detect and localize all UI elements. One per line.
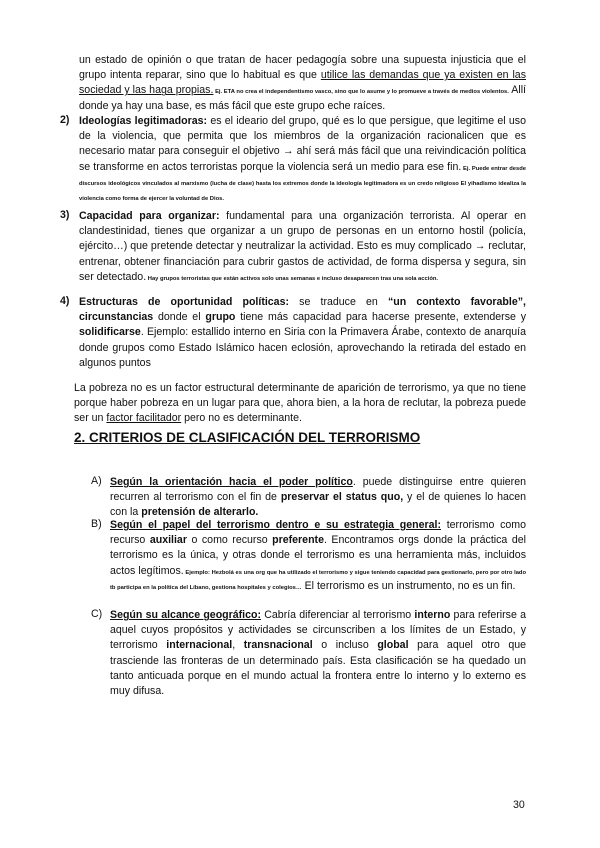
criterion-b-example: Ejemplo: Hezbolá es una org que ha utilizado el terrorismo y sigue teniendo capacidad para gestionarlo, pero por otro lado tb participa en la política del Líbano, gestiona hospitales y colegios… [110,569,526,591]
item-3-text: fundamental para una organización terrorista. Al operar en clandestinidad, tienes que organizar a un grupo de personas en un entorno hostil (policía, ejército…) que pretende detectar y neutralizar la actividad. Esto es muy complicado → reclutar, entrenar, obtener financiación para cubrir gastos de actividad, de forma dispersa y segura, sin ser detectado. [79,210,526,283]
item-4-text-4: . Ejemplo: estallido interno en Siria con la Primavera Árabe, contexto de anarquía donde grupos como Estado Islámico hacen eclosión, aprovechando la retirada del estado en algunos puntos [79,326,526,369]
criterion-b-text-4: El terrorismo es un instrumento, no es un fin. [301,579,516,592]
criterion-a-bold-2: pretensión de alterarlo. [141,506,259,519]
criterion-b-text-1: terrorismo como recurso [110,519,526,547]
item-4-number: 4) [60,295,70,307]
poverty-paragraph [74,381,526,427]
criterion-c-text-3: , [232,639,244,652]
criterion-a-text-1: . puede distinguirse entre quieren recurren al terrorismo con el fin de [110,476,526,504]
intro-text-end: Allí donde ya hay una base, es más fácil que este grupo eche raíces. [79,84,527,112]
intro-paragraph [79,53,526,114]
item-3-number: 3) [60,209,70,221]
item-4-text-3: tiene más capacidad para hacerse presente, extenderse y [235,311,526,324]
intro-text: un estado de opinión o que tratan de hacer pedagogía sobre una supuesta injusticia que el grupo intenta reparar, sino que lo habitual es que [79,54,526,82]
item-2-text: es el ideario del grupo, qué es lo que persigue, que legitime el uso de la violencia, que permita que los miembros de la organización racionalicen que es necesario matar para conseguir el objetivo → ahí será más fácil que una reivindicación política se transforme en actos terroristas porque la violencia será un medio para ese fin. [79,115,526,173]
item-4-text-2: donde el [153,311,206,324]
criterion-c-bold-3: transnacional [243,639,313,652]
item-4-bold-1: “un contexto favorable”, circunstancias [79,296,526,324]
criterion-b-title: Según el papel del terrorismo dentro e su estrategia general: [110,519,441,531]
criterion-c-text-1: Cabría diferenciar al terrorismo [261,609,415,621]
item-4-bold-2: grupo [205,311,236,324]
item-2-number: 2) [60,114,70,126]
criterion-c-title: Según su alcance geográfico: [110,609,262,621]
item-3-title: Capacidad para organizar: [79,210,220,222]
item-4-paragraph [79,295,526,371]
criterion-a-text-2: y el de quienes lo hacen con la [110,491,526,519]
item-2-title: Ideologías legitimadoras: [79,115,208,127]
criterion-a-letter: A) [91,475,102,487]
criterion-c-text-2: para referirse a aquel cuyos propósitos y actividades se circunscriben a los límites de un Estado, y terrorismo [110,609,526,652]
criterion-c-paragraph [110,608,526,699]
criterion-a-paragraph [110,475,526,521]
intro-underlined-text: utilice las demandas que ya existen en las sociedad y las haga propias. [79,69,526,97]
page-number: 30 [513,799,525,811]
section-heading: 2. CRITERIOS DE CLASIFICACIÓN DEL TERRORISMO [74,430,421,445]
criterion-c-text-5: para aquel otro que trasciende las fronteras de un determinado país. Esta clasificación se ha quedado un tanto anticuada porque en el mundo actual la frontera entre lo interno y lo externo es muy difusa. [110,639,526,698]
poverty-underlined-text: factor facilitador [106,412,182,425]
item-3-example: Hay grupos terroristas que están activos solo unas semanas e incluso desaparecen tras una sola acción. [146,275,439,282]
criterion-c-letter: C) [91,608,103,620]
item-4-bold-3: solidificarse [79,326,141,339]
criterion-a-title: Según la orientación hacia el poder político [110,476,353,488]
item-2-example: Ej. Puede entrar desde discursos ideológicos vinculados al marxismo (lucha de clase) hasta los extremos donde la ideología legitimadora es un credo religioso El yihadismo idealiza la violencia como forma de ejercer la voluntad de Dios. [79,165,526,203]
item-4-title: Estructuras de oportunidad políticas: [79,296,289,308]
item-3-paragraph [79,209,526,285]
criterion-a-bold-1: preservar el status quo, [280,491,404,504]
criterion-b-text-3: . Encontramos orgs donde la práctica del terrorismo es la única, y otras donde el terrorismo es una herramienta más, incluidos actos legítimos. [110,534,526,577]
criterion-c-text-4: o incluso [312,639,378,652]
criterion-c-bold-1: interno [414,609,451,621]
criterion-b-text-2: o como recurso [186,534,273,547]
item-4-text-1: se traduce en [289,296,388,308]
criterion-b-bold-1: auxiliar [149,534,187,547]
criterion-b-bold-2: preferente [272,534,324,547]
criterion-c-bold-2: internacional [166,639,233,652]
poverty-text: La pobreza no es un factor estructural determinante de aparición de terrorismo, ya que no tiene porque haber pobreza en un lugar para que, ahora bien, a la hora de reclutar, la pobreza puede ser un [74,382,526,425]
item-2-paragraph [79,114,526,205]
criterion-c-bold-4: global [377,639,409,652]
criterion-b-letter: B) [91,518,102,530]
criterion-b-paragraph [110,518,526,594]
intro-example: Ej. ETA no crea el independentismo vasco, sino que lo asume y lo promueve a través de medios violentos. [213,89,509,96]
poverty-text-end: pero no es determinante. [181,412,302,425]
